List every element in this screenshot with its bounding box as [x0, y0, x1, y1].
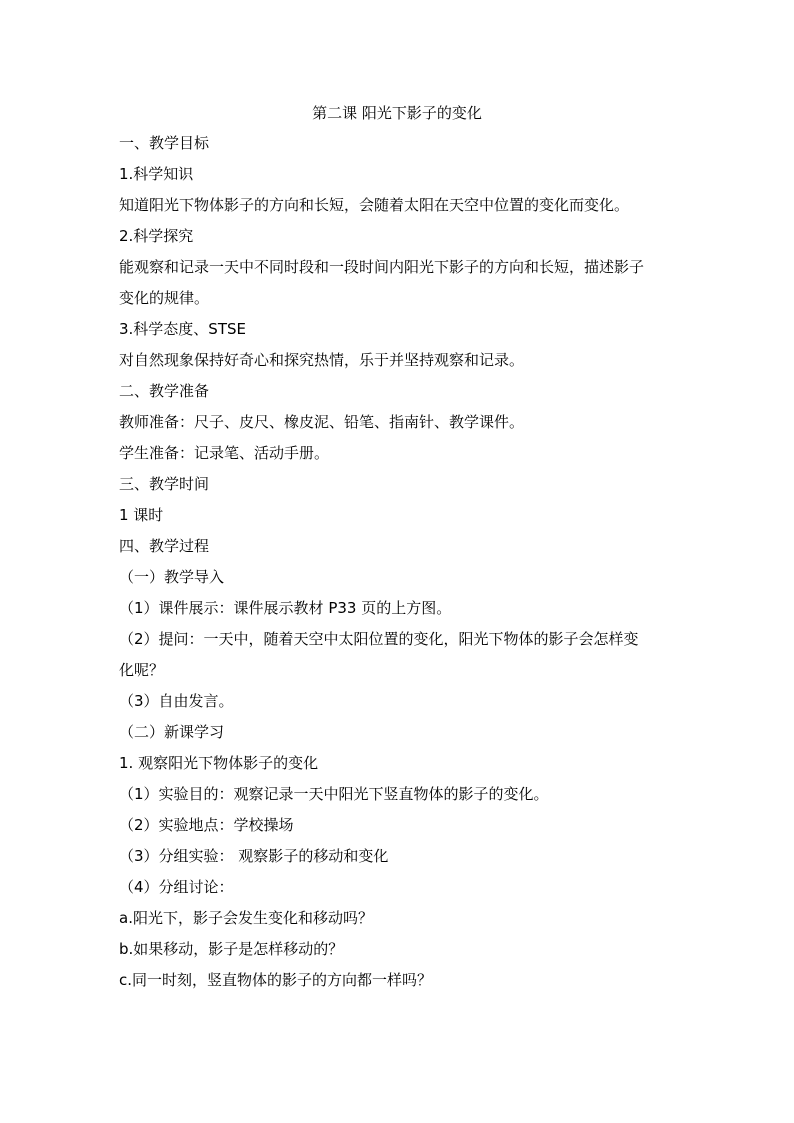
section-heading-preparation: 二、教学准备	[119, 382, 210, 400]
paragraph-line: 学生准备：记录笔、活动手册。	[119, 444, 330, 462]
question-line: a.阳光下，影子会发生变化和移动吗？	[119, 909, 373, 927]
section-heading-process: 四、教学过程	[119, 537, 210, 555]
document-body	[119, 128, 679, 996]
paragraph-line: 对自然现象保持好奇心和探究热情，乐于并坚持观察和记录。	[119, 351, 525, 369]
paragraph-line: （3）分组实验： 观察影子的移动和变化	[119, 847, 389, 865]
paragraph-line: （4）分组讨论：	[119, 878, 234, 896]
paragraph-line: （3）自由发言。	[119, 692, 234, 710]
subheading-science-inquiry: 2.科学探究	[119, 227, 194, 245]
paragraph-line: （1）课件展示：课件展示教材 P33 页的上方图。	[119, 599, 452, 617]
question-line: c.同一时刻，竖直物体的影子的方向都一样吗？	[119, 971, 433, 989]
paragraph-line: 变化的规律。	[119, 289, 210, 307]
paragraph-line: （1）实验目的：观察记录一天中阳光下竖直物体的影子的变化。	[119, 785, 549, 803]
section-heading-goals: 一、教学目标	[119, 134, 210, 152]
paragraph-line: 1 课时	[119, 506, 164, 524]
paragraph-line: 化呢？	[119, 661, 165, 679]
paragraph-line: （2）提问：一天中，随着天空中太阳位置的变化，阳光下物体的影子会怎样变	[119, 630, 639, 648]
subheading-observe-shadows: 1. 观察阳光下物体影子的变化	[119, 754, 319, 772]
subheading-science-knowledge: 1.科学知识	[119, 165, 194, 183]
paragraph-line: 知道阳光下物体影子的方向和长短，会随着太阳在天空中位置的变化而变化。	[119, 196, 630, 214]
page-title: 第二课 阳光下影子的变化	[312, 104, 482, 122]
subheading-science-attitude: 3.科学态度、STSE	[119, 320, 246, 338]
paragraph-line: （2）实验地点：学校操场	[119, 816, 294, 834]
question-line: b.如果移动，影子是怎样移动的？	[119, 940, 344, 958]
section-heading-time: 三、教学时间	[119, 475, 210, 493]
subheading-introduction: （一）教学导入	[119, 568, 225, 586]
paragraph-line: 能观察和记录一天中不同时段和一段时间内阳光下影子的方向和长短，描述影子	[119, 258, 645, 276]
paragraph-line: 教师准备：尺子、皮尺、橡皮泥、铅笔、指南针、教学课件。	[119, 413, 525, 431]
subheading-new-lesson: （二）新课学习	[119, 723, 225, 741]
